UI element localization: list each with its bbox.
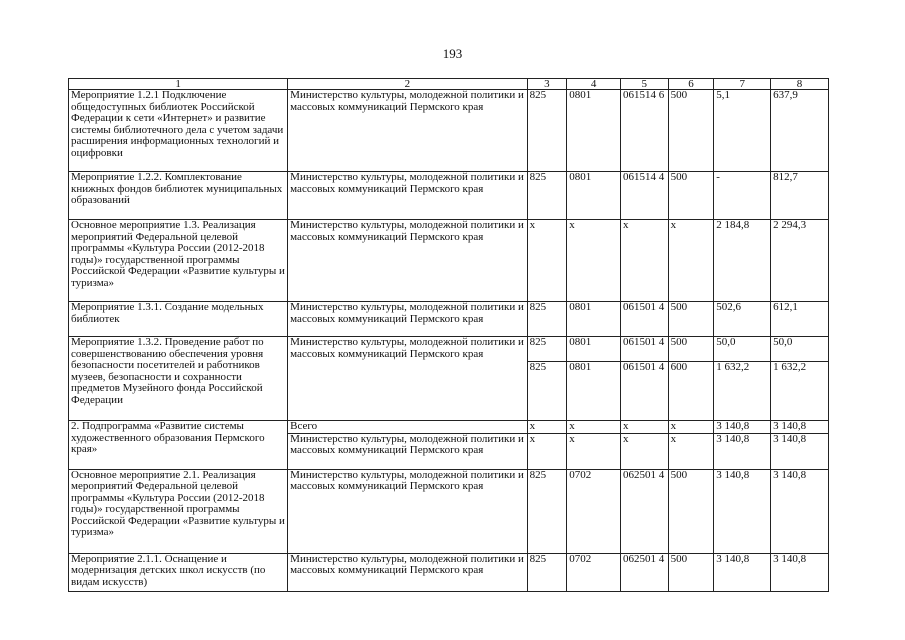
header-cell: 2 [288, 79, 527, 90]
header-cell: 8 [771, 79, 829, 90]
expense-type-cell: x [668, 433, 714, 469]
section-code-cell: 0801 [567, 337, 621, 362]
section-code-cell: 0801 [567, 172, 621, 220]
target-code-cell: 062501 4 [620, 469, 668, 553]
target-code-cell: 061501 4 [620, 362, 668, 421]
expense-type-cell: 500 [668, 90, 714, 172]
amount-cell-col7: 1 632,2 [714, 362, 771, 421]
target-code-cell: 061514 6 [620, 90, 668, 172]
ministry-code-cell: 825 [527, 302, 567, 337]
measure-name-cell: Мероприятие 1.3.1. Создание модельных библиотек [69, 302, 288, 337]
target-code-cell: 061514 4 [620, 172, 668, 220]
ministry-code-cell: x [527, 220, 567, 302]
section-code-cell: 0801 [567, 302, 621, 337]
amount-cell-col7: 3 140,8 [714, 433, 771, 469]
amount-cell-col7: 2 184,8 [714, 220, 771, 302]
amount-cell-col7: 3 140,8 [714, 469, 771, 553]
target-code-cell: x [620, 421, 668, 434]
measure-name-cell: Мероприятие 2.1.1. Оснащение и модернизация детских школ искусств (по видам искусств) [69, 553, 288, 591]
executor-cell: Министерство культуры, молодежной политики и массовых коммуникаций Пермского края [288, 553, 527, 591]
measure-name-cell: Мероприятие 1.3.2. Проведение работ по совершенствованию обеспечения уровня безопасности посетителей и работников музеев, безопасности и сохранности предметов Музейного фонда Российской Федерации [69, 337, 288, 421]
executor-cell: Министерство культуры, молодежной политики и массовых коммуникаций Пермского края [288, 337, 527, 421]
header-cell: 5 [620, 79, 668, 90]
amount-cell-col8: 612,1 [771, 302, 829, 337]
ministry-code-cell: 825 [527, 553, 567, 591]
executor-cell: Всего [288, 421, 527, 434]
amount-cell-col7: 3 140,8 [714, 421, 771, 434]
expense-type-cell: 500 [668, 337, 714, 362]
table-row [69, 302, 829, 337]
target-code-cell: x [620, 220, 668, 302]
expense-type-cell: x [668, 421, 714, 434]
table-row [69, 421, 829, 434]
amount-cell-col8: 812,7 [771, 172, 829, 220]
measure-name-cell: Мероприятие 1.2.1 Подключение общедоступных библиотек Российской Федерации к сети «Интернет» и развитие системы библиотечного дела с учетом задачи расширения информационных технологий и оцифровки [69, 90, 288, 172]
expense-type-cell: 600 [668, 362, 714, 421]
table-header-row [69, 79, 829, 90]
ministry-code-cell: 825 [527, 469, 567, 553]
expense-type-cell: 500 [668, 469, 714, 553]
target-code-cell: 061501 4 [620, 302, 668, 337]
expense-type-cell: 500 [668, 172, 714, 220]
header-cell: 6 [668, 79, 714, 90]
ministry-code-cell: 825 [527, 90, 567, 172]
ministry-code-cell: 825 [527, 337, 567, 362]
header-cell: 3 [527, 79, 567, 90]
amount-cell-col7: 502,6 [714, 302, 771, 337]
ministry-code-cell: 825 [527, 172, 567, 220]
executor-cell: Министерство культуры, молодежной политики и массовых коммуникаций Пермского края [288, 469, 527, 553]
table-row [69, 90, 829, 172]
ministry-code-cell: x [527, 433, 567, 469]
measure-name-cell: Мероприятие 1.2.2. Комплектование книжных фондов библиотек муниципальных образований [69, 172, 288, 220]
expense-type-cell: 500 [668, 553, 714, 591]
header-cell: 7 [714, 79, 771, 90]
amount-cell-col7: 50,0 [714, 337, 771, 362]
section-code-cell: 0801 [567, 90, 621, 172]
table-row [69, 172, 829, 220]
amount-cell-col8: 50,0 [771, 337, 829, 362]
measure-name-cell: Основное мероприятие 2.1. Реализация мероприятий Федеральной целевой программы «Культура России (2012-2018 годы)» государственной программы Российской Федерации «Развитие культуры и туризма» [69, 469, 288, 553]
amount-cell-col8: 3 140,8 [771, 421, 829, 434]
table-row [69, 220, 829, 302]
header-cell: 1 [69, 79, 288, 90]
ministry-code-cell: x [527, 421, 567, 434]
amount-cell-col8: 1 632,2 [771, 362, 829, 421]
section-code-cell: 0702 [567, 469, 621, 553]
amount-cell-col8: 2 294,3 [771, 220, 829, 302]
measure-name-cell: Основное мероприятие 1.3. Реализация мероприятий Федеральной целевой программы «Культура России (2012-2018 годы)» государственной программы Российской Федерации «Развитие культуры и туризма» [69, 220, 288, 302]
subprogram-name-cell: 2. Подпрограмма «Развитие системы художественного образования Пермского края» [69, 421, 288, 470]
table-row [69, 553, 829, 591]
executor-cell: Министерство культуры, молодежной политики и массовых коммуникаций Пермского края [288, 433, 527, 469]
executor-cell: Министерство культуры, молодежной политики и массовых коммуникаций Пермского края [288, 302, 527, 337]
ministry-code-cell: 825 [527, 362, 567, 421]
amount-cell-col7: 5,1 [714, 90, 771, 172]
target-code-cell: x [620, 433, 668, 469]
amount-cell-col8: 3 140,8 [771, 553, 829, 591]
section-code-cell: x [567, 421, 621, 434]
table-row [69, 469, 829, 553]
budget-table [68, 78, 829, 592]
page-number: 193 [442, 46, 463, 61]
target-code-cell: 062501 4 [620, 553, 668, 591]
table-row [69, 337, 829, 362]
header-cell: 4 [567, 79, 621, 90]
executor-cell: Министерство культуры, молодежной политики и массовых коммуникаций Пермского края [288, 90, 527, 172]
expense-type-cell: x [668, 220, 714, 302]
executor-cell: Министерство культуры, молодежной политики и массовых коммуникаций Пермского края [288, 172, 527, 220]
target-code-cell: 061501 4 [620, 337, 668, 362]
section-code-cell: 0801 [567, 362, 621, 421]
executor-cell: Министерство культуры, молодежной политики и массовых коммуникаций Пермского края [288, 220, 527, 302]
amount-cell-col7: 3 140,8 [714, 553, 771, 591]
section-code-cell: 0702 [567, 553, 621, 591]
expense-type-cell: 500 [668, 302, 714, 337]
amount-cell-col7: - [714, 172, 771, 220]
section-code-cell: x [567, 220, 621, 302]
amount-cell-col8: 637,9 [771, 90, 829, 172]
amount-cell-col8: 3 140,8 [771, 469, 829, 553]
amount-cell-col8: 3 140,8 [771, 433, 829, 469]
section-code-cell: x [567, 433, 621, 469]
